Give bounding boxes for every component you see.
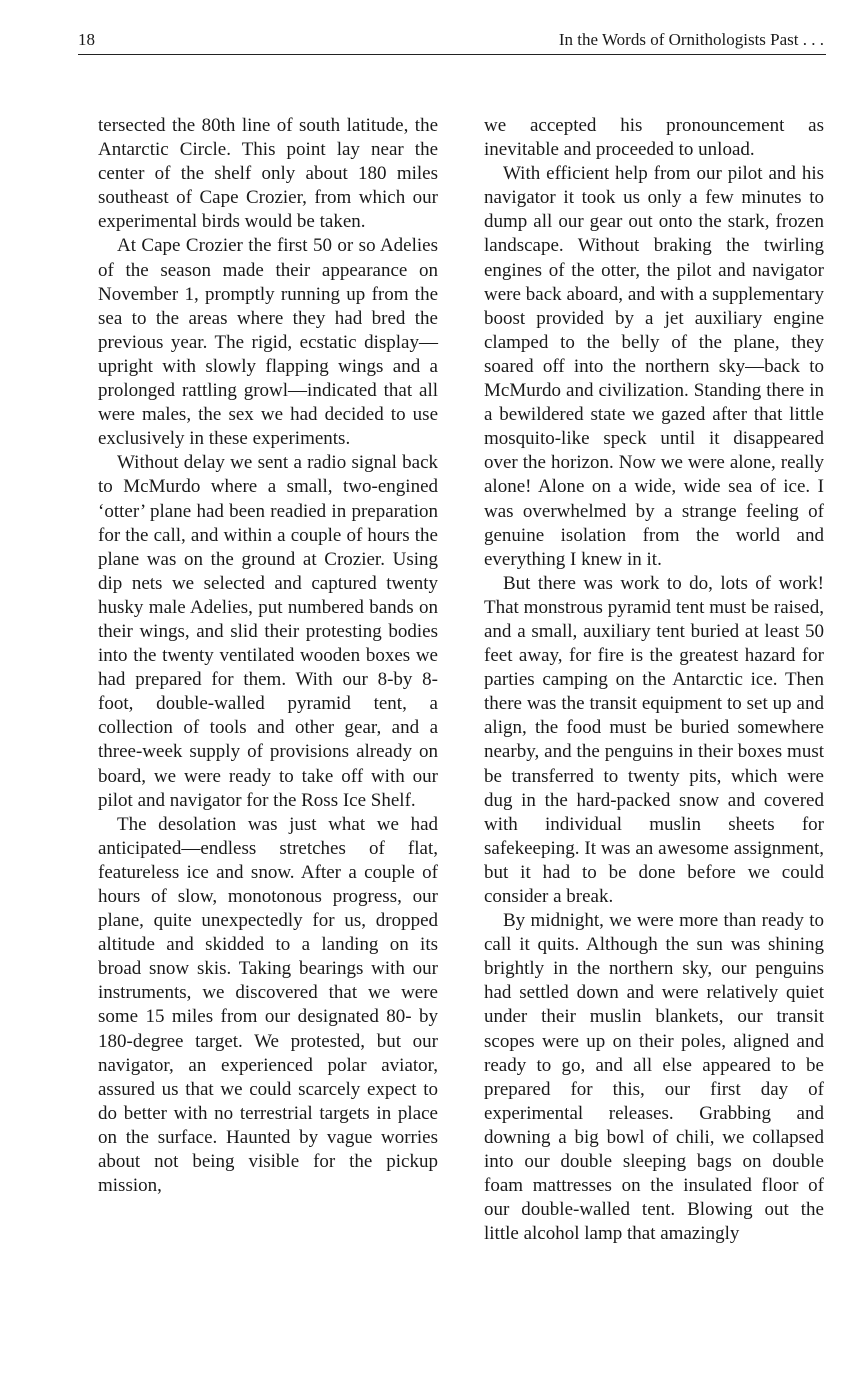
paragraph: With efficient help from our pilot and his navigator it took us only a few minutes to dump all our gear out onto the stark, frozen landscape. Without braking the twirling engines of the otter, the pilot and navigator were back aboard, and with a supplementary boost provided by a jet auxiliary engine clamped to the belly of the plane, they soared off into the northern sky—back to McMurdo and civilization. Standing there in a bewildered state we gazed after that little mosquito-like speck until it disappeared over the horizon. Now we were alone, really alone! Alone on a wide, wide sea of ice. I was overwhelmed by a strange feeling of genuine isolation from the world and everything I knew in it. xyxy=(484,163,824,570)
right-column xyxy=(484,114,824,1246)
page-number: 18 xyxy=(78,30,95,49)
paragraph: Without delay we sent a radio signal back to McMurdo where a small, two-engined ‘otter’ plane had been readied in preparation for the call, and within a couple of hours the plane was on the ground at Crozier. Using dip nets we selected and captured twenty husky male Adelies, put numbered bands on their wings, and slid their protesting bodies into the twenty ventilated wooden boxes we had prepared for them. With our 8-by 8-foot, double-walled pyramid tent, a collection of tools and other gear, and a three-week supply of provisions already on board, we were ready to take off with our pilot and navigator for the Ross Ice Shelf. xyxy=(98,452,438,811)
paragraph: The desolation was just what we had anticipated—endless stretches of flat, featureless ice and snow. After a couple of hours of slow, monotonous progress, our plane, quite unexpectedly for us, dropped altitude and skidded to a landing on its broad snow skis. Taking bearings with our instruments, we discovered that we were some 15 miles from our designated 80- by 180-degree target. We protested, but our navigator, an experienced polar aviator, assured us that we could scarcely expect to do better with no terrestrial targets in place on the surface. Haunted by vague worries about not being visible for the pickup mission, xyxy=(98,813,438,1197)
running-title: In the Words of Ornithologists Past . . . xyxy=(558,30,824,49)
paragraph: By midnight, we were more than ready to call it quits. Although the sun was shining brightly in the northern sky, our penguins had settled down and were relatively quiet under their muslin blankets, our transit scopes were up on their poles, aligned and ready to go, and all else appeared to be prepared for this, our first day of experimental releases. Grabbing and downing a big bowl of chili, we collapsed into our double sleeping bags on double foam mattresses on the insulated floor of our double-walled tent. Blowing out the little alcohol lamp that amazingly xyxy=(484,910,824,1245)
paragraph: But there was work to do, lots of work! That monstrous pyramid tent must be raised, and a small, auxiliary tent buried at least 50 feet away, for fire is the greatest hazard for parties camping on the Antarctic ice. Then there was the transit equipment to set up and align, the food must be buried somewhere nearby, and the penguins in their boxes must be transferred to twenty pits, which were dug in the hard-packed snow and covered with individual muslin sheets for safekeeping. It was an awesome assignment, but it had to be done before we could consider a break. xyxy=(484,572,824,907)
paragraph: At Cape Crozier the first 50 or so Adelies of the season made their appearance on November 1, promptly running up from the sea to the areas where they had bred the previous year. The rigid, ecstatic display—upright with slowly flapping wings and a prolonged rattling growl—indicated that all were males, the sex we had decided to use exclusively in these experiments. xyxy=(98,235,438,450)
left-column xyxy=(98,114,438,1198)
paragraph: tersected the 80th line of south latitude, the Antarctic Circle. This point lay near the center of the shelf only about 180 miles southeast of Cape Crozier, from which our experimental birds would be taken. xyxy=(98,115,438,233)
running-head xyxy=(78,28,826,55)
paragraph: we accepted his pronouncement as inevitable and proceeded to unload. xyxy=(484,115,824,161)
